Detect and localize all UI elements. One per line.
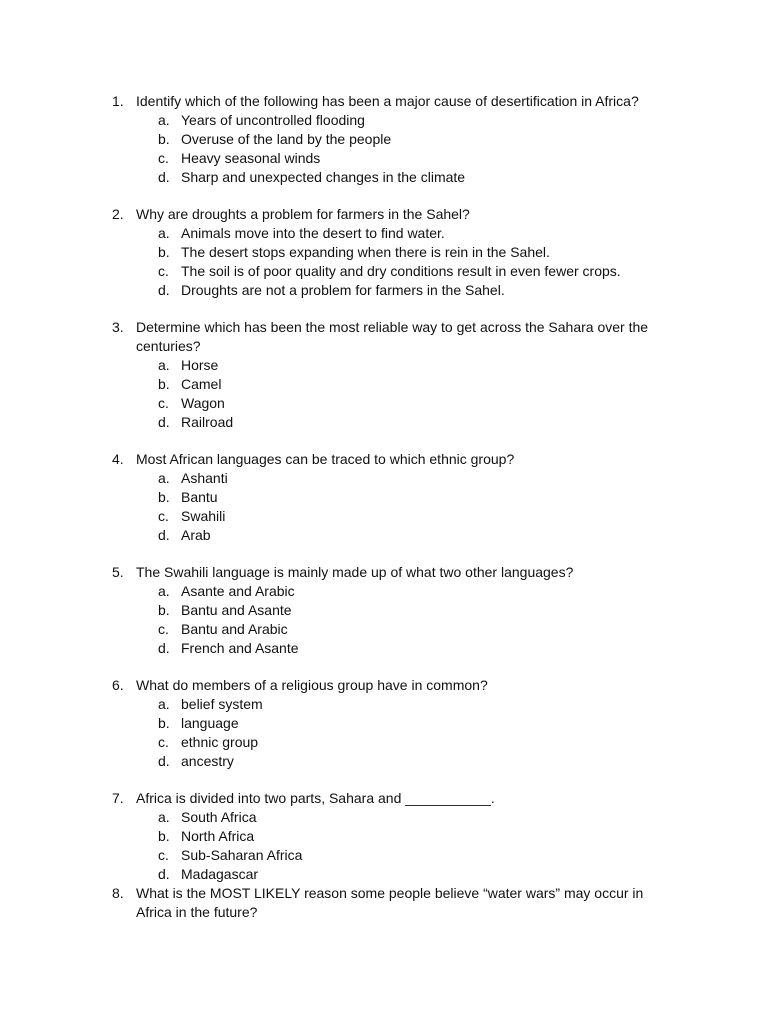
question-7 xyxy=(112,789,676,884)
answer-option xyxy=(136,865,676,884)
option-letter: d. xyxy=(158,414,170,430)
spacer xyxy=(0,545,768,563)
question-1 xyxy=(112,92,676,187)
question-text: Identify which of the following has been a major cause of desertification in Africa? xyxy=(136,93,639,109)
question-4 xyxy=(112,450,676,545)
option-letter: c. xyxy=(158,847,169,863)
question-number: 4. xyxy=(112,451,124,467)
answer-option xyxy=(136,375,676,394)
question-text: Determine which has been the most reliable way to get across the Sahara over the centuries? xyxy=(136,319,649,354)
spacer xyxy=(0,432,768,450)
option-letter: c. xyxy=(158,621,169,637)
option-letter: c. xyxy=(158,395,169,411)
option-text: Arab xyxy=(181,527,211,543)
option-letter: c. xyxy=(158,734,169,750)
question-number: 5. xyxy=(112,564,124,580)
option-letter: b. xyxy=(158,244,170,260)
option-letter: b. xyxy=(158,602,170,618)
answer-option xyxy=(136,111,676,130)
option-text: Animals move into the desert to find water. xyxy=(181,225,445,241)
option-text: belief system xyxy=(181,696,263,712)
option-text: The soil is of poor quality and dry conditions result in even fewer crops. xyxy=(181,263,621,279)
question-2 xyxy=(112,205,676,300)
option-text: Railroad xyxy=(181,414,234,430)
answer-options xyxy=(136,111,676,187)
answer-option xyxy=(136,601,676,620)
spacer xyxy=(0,300,768,318)
question-text: The Swahili language is mainly made up of what two other languages? xyxy=(136,564,574,580)
answer-options xyxy=(136,224,676,300)
option-text: Wagon xyxy=(181,395,225,411)
question-number: 3. xyxy=(112,319,124,335)
option-text: ethnic group xyxy=(181,734,259,750)
answer-option xyxy=(136,356,676,375)
answer-option xyxy=(136,695,676,714)
quiz-document xyxy=(0,92,768,922)
option-letter: b. xyxy=(158,489,170,505)
option-text: The desert stops expanding when there is rein in the Sahel. xyxy=(181,244,550,260)
answer-option xyxy=(136,639,676,658)
option-letter: a. xyxy=(158,357,170,373)
spacer xyxy=(0,658,768,676)
answer-option xyxy=(136,130,676,149)
answer-option xyxy=(136,224,676,243)
option-letter: a. xyxy=(158,809,170,825)
answer-option xyxy=(136,413,676,432)
answer-option xyxy=(136,733,676,752)
option-text: ancestry xyxy=(181,753,234,769)
answer-option xyxy=(136,582,676,601)
answer-option xyxy=(136,168,676,187)
question-number: 7. xyxy=(112,790,124,806)
option-letter: d. xyxy=(158,866,170,882)
answer-option xyxy=(136,752,676,771)
question-text: Most African languages can be traced to which ethnic group? xyxy=(136,451,515,467)
option-text: French and Asante xyxy=(181,640,299,656)
answer-option xyxy=(136,262,676,281)
question-8 xyxy=(112,884,676,922)
option-letter: b. xyxy=(158,131,170,147)
question-text: Africa is divided into two parts, Sahara and ___________. xyxy=(136,790,495,806)
answer-option xyxy=(136,507,676,526)
option-letter: a. xyxy=(158,696,170,712)
option-text: Madagascar xyxy=(181,866,259,882)
option-text: Overuse of the land by the people xyxy=(181,131,392,147)
question-number: 8. xyxy=(112,885,124,901)
question-number: 6. xyxy=(112,677,124,693)
option-text: Droughts are not a problem for farmers in the Sahel. xyxy=(181,282,505,298)
option-letter: c. xyxy=(158,263,169,279)
option-letter: b. xyxy=(158,376,170,392)
option-text: Horse xyxy=(181,357,219,373)
option-letter: d. xyxy=(158,753,170,769)
answer-option xyxy=(136,846,676,865)
option-text: Bantu and Arabic xyxy=(181,621,288,637)
option-text: Sharp and unexpected changes in the climate xyxy=(181,169,466,185)
question-text: Why are droughts a problem for farmers in the Sahel? xyxy=(136,206,470,222)
answer-options xyxy=(136,469,676,545)
option-text: Camel xyxy=(181,376,222,392)
option-letter: a. xyxy=(158,470,170,486)
option-letter: d. xyxy=(158,527,170,543)
question-3 xyxy=(112,318,676,432)
answer-option xyxy=(136,469,676,488)
answer-options xyxy=(136,695,676,771)
question-number: 2. xyxy=(112,206,124,222)
option-letter: a. xyxy=(158,225,170,241)
option-text: South Africa xyxy=(181,809,257,825)
answer-option xyxy=(136,281,676,300)
option-letter: c. xyxy=(158,150,169,166)
answer-option xyxy=(136,714,676,733)
question-number: 1. xyxy=(112,93,124,109)
option-text: Ashanti xyxy=(181,470,228,486)
option-letter: c. xyxy=(158,508,169,524)
option-letter: a. xyxy=(158,112,170,128)
option-letter: a. xyxy=(158,583,170,599)
answer-option xyxy=(136,488,676,507)
option-letter: b. xyxy=(158,828,170,844)
spacer xyxy=(0,187,768,205)
option-text: language xyxy=(181,715,239,731)
option-letter: d. xyxy=(158,169,170,185)
answer-option xyxy=(136,243,676,262)
option-text: North Africa xyxy=(181,828,255,844)
answer-options xyxy=(136,808,676,884)
question-text: What do members of a religious group have in common? xyxy=(136,677,488,693)
option-text: Bantu and Asante xyxy=(181,602,292,618)
answer-option xyxy=(136,149,676,168)
answer-option xyxy=(136,526,676,545)
option-text: Swahili xyxy=(181,508,226,524)
option-text: Asante and Arabic xyxy=(181,583,295,599)
answer-option xyxy=(136,808,676,827)
spacer xyxy=(0,771,768,789)
option-text: Sub-Saharan Africa xyxy=(181,847,303,863)
question-6 xyxy=(112,676,676,771)
option-letter: d. xyxy=(158,640,170,656)
option-letter: d. xyxy=(158,282,170,298)
answer-options xyxy=(136,582,676,658)
answer-option xyxy=(136,394,676,413)
question-text: What is the MOST LIKELY reason some people believe “water wars” may occur in Africa in the future? xyxy=(136,885,644,920)
answer-option xyxy=(136,827,676,846)
option-text: Bantu xyxy=(181,489,218,505)
option-text: Heavy seasonal winds xyxy=(181,150,321,166)
answer-options xyxy=(136,356,676,432)
option-text: Years of uncontrolled flooding xyxy=(181,112,365,128)
question-5 xyxy=(112,563,676,658)
option-letter: b. xyxy=(158,715,170,731)
answer-option xyxy=(136,620,676,639)
